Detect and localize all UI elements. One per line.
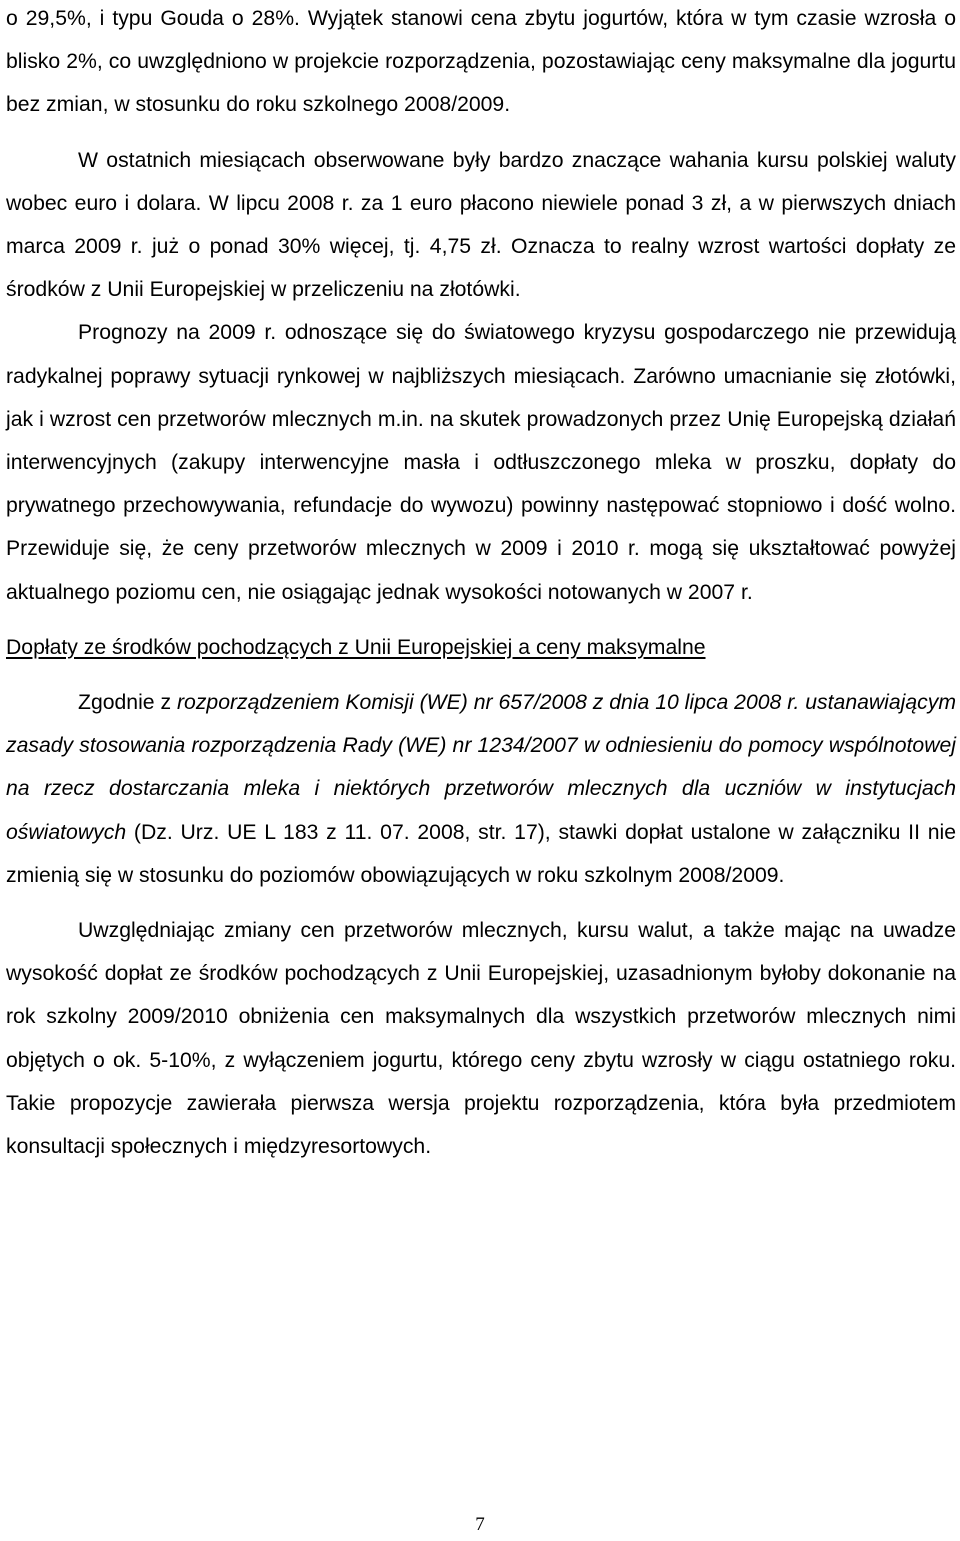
page-number: 7 — [475, 1514, 485, 1535]
paragraph-currency-fluctuation: W ostatnich miesiącach obserwowane były bardzo znaczące wahania kursu polskiej waluty wobec euro i dolara. W lipcu 2008 r. za 1 euro płacono niewiele ponad 3 zł, a w pierwszych dniach marca 2009 r. już o ponad 30% więcej, tj. 4,75 zł. Oznacza to realny wzrost wartości dopłaty ze środków z Unii Europejskiej w przeliczeniu na złotówki. — [6, 148, 956, 302]
section-heading: Dopłaty ze środków pochodzących z Unii Europejskiej a ceny maksymalne — [6, 635, 706, 659]
regulation-tail-text: (Dz. Urz. UE L 183 z 11. 07. 2008, str. 17), stawki dopłat ustalone w załączniku II nie zmienią się w stosunku do poziomów obowiązujących w roku szkolnym 2008/2009. — [6, 820, 956, 887]
regulation-lead-text: Zgodnie z — [78, 691, 177, 715]
document-body — [6, 0, 956, 1168]
paragraph-price-reduction: Uwzględniając zmiany cen przetworów mlecznych, kursu walut, a także mając na uwadze wysokość dopłat ze środków pochodzących z Unii Europejskiej, uzasadnionym byłoby dokonanie na rok szkolny 2009/2010 obniżenia cen maksymalnych dla wszystkich przetworów mlecznych nimi objętych o ok. 5-10%, z wyłączeniem jogurtu, którego ceny zbytu wzrosły w ciągu ostatniego roku. Takie propozycje zawierała pierwsza wersja projektu rozporządzenia, która była przedmiotem konsultacji społecznych i międzyresortowych. — [6, 919, 956, 1159]
paragraph-forecast: Prognozy na 2009 r. odnoszące się do światowego kryzysu gospodarczego nie przewidują radykalnej poprawy sytuacji rynkowej w najbliższych miesiącach. Zarówno umacnianie się złotówki, jak i wzrost cen przetworów mlecznych m.in. na skutek prowadzonych przez Unię Europejską działań interwencyjnych (zakupy interwencyjne masła i odtłuszczonego mleka w proszku, dopłaty do prywatnego przechowywania, refundacje do wywozu) powinny następować stopniowo i dość wolno. Przewiduje się, że ceny przetworów mlecznych w 2009 i 2010 r. mogą się ukształtować powyżej aktualnego poziomu cen, nie osiągając jednak wysokości notowanych w 2007 r. — [6, 321, 956, 604]
regulation-title: rozporządzeniem Komisji (WE) nr 657/2008 z dnia 10 lipca 2008 r. ustanawiającym zasady stosowania rozporządzenia Rady (WE) nr 1234/2007 w odniesieniu do pomocy wspólnotowej na rzecz dostarczania mleka i niektórych przetworów mlecznych dla uczniów w instytucjach oświatowych — [6, 691, 956, 844]
paragraph-price-changes: o 29,5%, i typu Gouda o 28%. Wyjątek stanowi cena zbytu jogurtów, która w tym czasie wzrosła o blisko 2%, co uwzględniono w projekcie rozporządzenia, pozostawiając ceny maksymalne dla jogurtu bez zmian, w stosunku do roku szkolnego 2008/2009. — [6, 7, 956, 117]
paragraph-regulation — [6, 681, 956, 897]
